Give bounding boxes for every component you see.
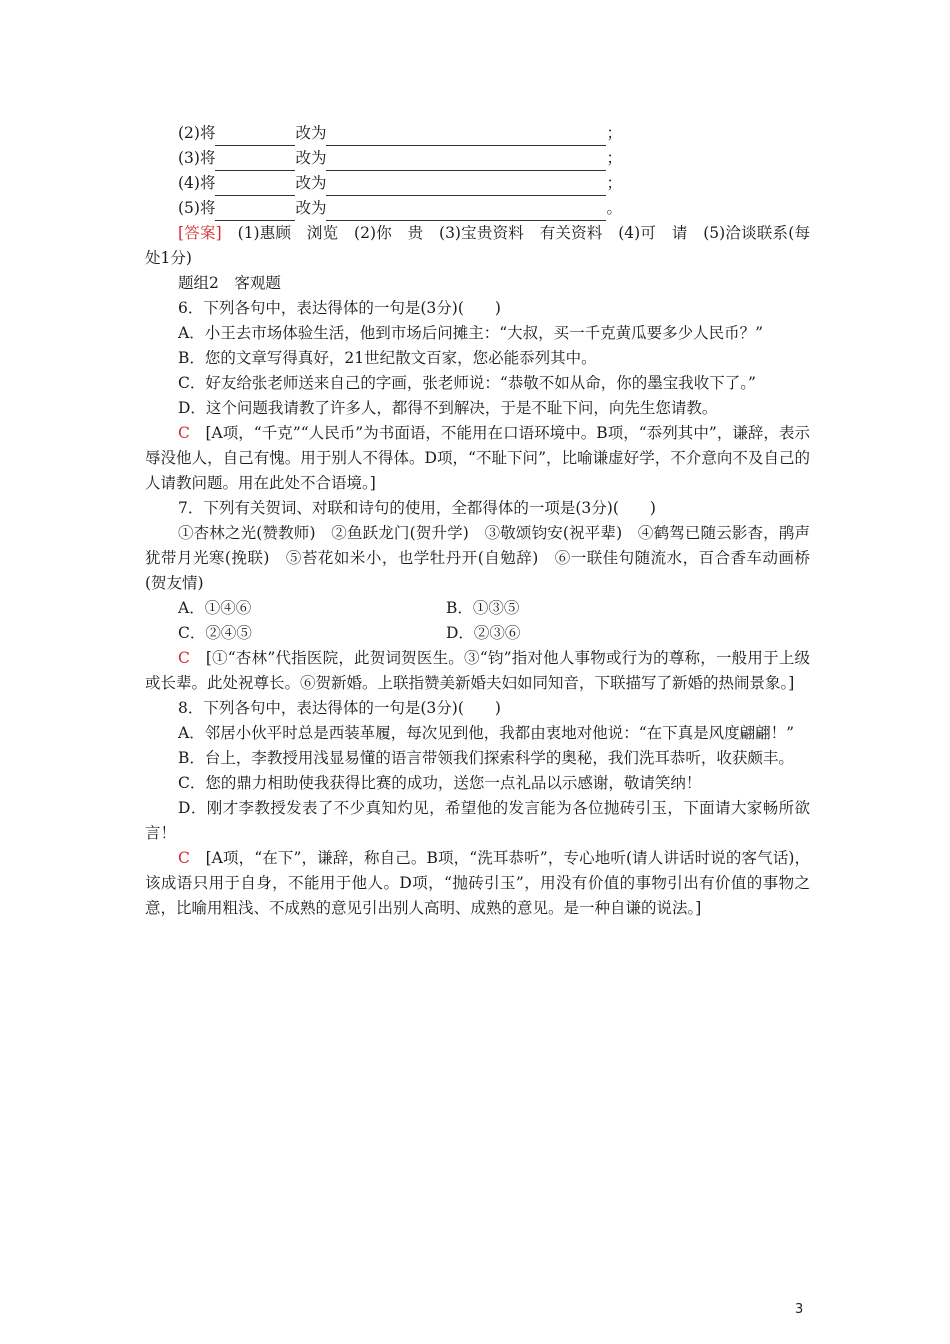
q7-options-row-2 xyxy=(145,621,810,646)
q7-option-c: C．②④⑤ xyxy=(178,624,252,642)
fill-line-4: (4)将 改为 ； xyxy=(145,171,810,196)
q6-option-c: C．好友给张老师送来自己的字画，张老师说：“恭敬不如从命，你的墨宝我收下了。” xyxy=(178,374,756,392)
blank-long xyxy=(326,202,606,221)
q8-option-a: A．邻居小伙平时总是西装革履，每次见到他，我都由衷地对他说：“在下真是风度翩翩！” xyxy=(178,724,795,742)
q7-option-b: B．①③⑤ xyxy=(446,599,520,617)
q6-option-d: D．这个问题我请教了许多人，都得不到解决，于是不耻下问，向先生您请教。 xyxy=(178,399,718,417)
page-number: 3 xyxy=(795,1302,804,1317)
q8-option-c: C．您的鼎力相助使我获得比赛的成功，送您一点礼品以示感谢，敬请笑纳！ xyxy=(178,774,702,792)
q8-answer-letter: C xyxy=(178,849,190,867)
q8-option-d: D．刚才李教授发表了不少真知灼见，希望他的发言能为各位抛砖引玉，下面请大家畅所欲言！ xyxy=(145,799,810,842)
blank-long xyxy=(326,177,606,196)
q8-stem: 8．下列各句中，表达得体的一句是(3分)( ) xyxy=(178,699,501,717)
blank-long xyxy=(326,127,606,146)
fill-line-5: (5)将 改为 。 xyxy=(145,196,810,221)
q6-option-a: A．小王去市场体验生活，他到市场后问摊主：“大叔，买一千克黄瓜要多少人民币？” xyxy=(178,324,764,342)
blank-short xyxy=(215,177,295,196)
answer-label: [答案] xyxy=(178,224,222,242)
blank-short xyxy=(215,202,295,221)
q6-stem: 6．下列各句中，表达得体的一句是(3分)( ) xyxy=(178,299,501,317)
blank-long xyxy=(326,152,606,171)
q6-option-b: B．您的文章写得真好，21世纪散文百家，您必能忝列其中。 xyxy=(178,349,597,367)
q7-option-d: D．②③⑥ xyxy=(446,624,521,642)
answer-paragraph xyxy=(145,221,810,271)
fill-line-2: (2)将 改为 ； xyxy=(145,121,810,146)
q6-explanation: C [A项，“千克”“人民币”为书面语，不能用在口语环境中。B项，“忝列其中”，谦辞，表示辱没他人，自己有愧。用于别人不得体。D项，“不耻下问”，比喻谦虚好学，不介意向不及自己的人请教问题。用在此处不合语境。] xyxy=(145,424,810,492)
q7-stem: 7．下列有关贺词、对联和诗句的使用，全都得体的一项是(3分)( ) xyxy=(178,499,656,517)
q8-option-b: B．台上，李教授用浅显易懂的语言带领我们探索科学的奥秘，我们洗耳恭听，收获颇丰。 xyxy=(178,749,794,767)
q7-explanation: C [①“杏林”代指医院，此贺词贺医生。③“钧”指对他人事物或行为的尊称，一般用于上级或长辈。此处祝尊长。⑥贺新婚。上联指赞美新婚夫妇如同知音，下联描写了新婚的热闹景象。] xyxy=(145,649,810,692)
q7-items: ①杏林之光(赞教师) ②鱼跃龙门(贺升学) ③敬颂钧安(祝平辈) ④鹤驾已随云影杳，鹃声犹带月光寒(挽联) ⑤苔花如米小，也学牡丹开(自勉辞) ⑥一联佳句随流水，百合香车动画桥(贺友情) xyxy=(145,524,810,592)
answer-text: (1)惠顾 浏览 (2)你 贵 (3)宝贵资料 有关资料 (4)可 请 (5)洽谈联系(每处1分) xyxy=(145,224,810,267)
q6-answer-letter: C xyxy=(178,424,190,442)
q7-option-a: A．①④⑥ xyxy=(178,599,252,617)
blank-short xyxy=(215,127,295,146)
q8-explanation: C [A项，“在下”，谦辞，称自己。B项，“洗耳恭听”，专心地听(请人讲话时说的客气话)，该成语只用于自身，不能用于他人。D项，“抛砖引玉”，用没有价值的事物引出有价值的事物之意，比喻用粗浅、不成熟的意见引出别人高明、成熟的意见。是一种自谦的说法。] xyxy=(145,849,810,917)
q7-answer-letter: C xyxy=(178,649,190,667)
q7-options-row-1 xyxy=(145,596,810,621)
group-title: 题组2 客观题 xyxy=(178,274,281,292)
blank-short xyxy=(215,152,295,171)
page-content xyxy=(145,121,810,921)
fill-line-3: (3)将 改为 ； xyxy=(145,146,810,171)
